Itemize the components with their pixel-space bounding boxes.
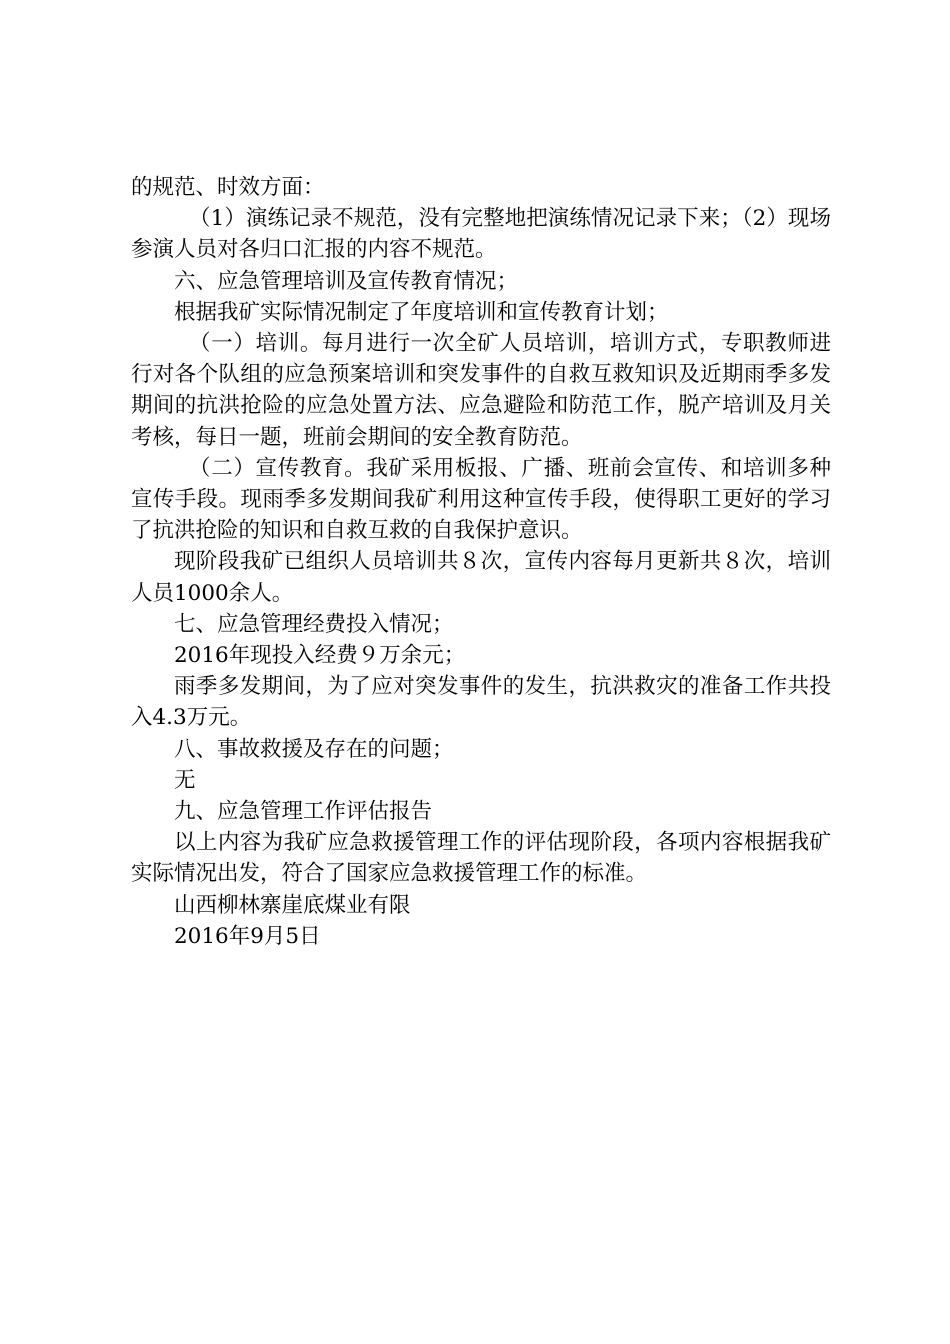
paragraph-assessment: 以上内容为我矿应急救援管理工作的评估现阶段，各项内容根据我矿实际情况出发，符合了国家应急救援管理工作的标准。 bbox=[131, 830, 831, 887]
section-heading-funding: 七、应急管理经费投入情况； bbox=[174, 611, 454, 637]
paragraph-publicity-detail: （二）宣传教育。我矿采用板报、广播、班前会宣传、和培训多种宣传手段。现雨季多发期间我矿利用这种宣传手段，使得职工更好的学习了抗洪抢险的知识和自救互救的自我保护意识。 bbox=[131, 455, 831, 544]
paragraph-flood-funding: 雨季多发期间，为了应对突发事件的发生，抗洪救灾的准备工作共投入4.3万元。 bbox=[131, 674, 831, 731]
signature-company: 山西柳林寨崖底煤业有限 bbox=[174, 892, 411, 918]
paragraph-drill-record-issues: （1）演练记录不规范，没有完整地把演练情况记录下来；（2）现场参演人员对各归口汇报的内容不规范。 bbox=[131, 206, 831, 263]
section-heading-assessment: 九、应急管理工作评估报告 bbox=[174, 799, 433, 825]
paragraph-training-plan: 根据我矿实际情况制定了年度培训和宣传教育计划； bbox=[174, 299, 669, 325]
section-heading-rescue: 八、事故救援及存在的问题； bbox=[174, 736, 454, 762]
section-heading-training: 六、应急管理培训及宣传教育情况； bbox=[174, 268, 519, 294]
paragraph-funding-2016: 2016年现投入经费９万余元； bbox=[174, 643, 466, 669]
paragraph-continuation: 的规范、时效方面： bbox=[131, 175, 325, 200]
paragraph-training-stats: 现阶段我矿已组织人员培训共８次，宣传内容每月更新共８次，培训人员1000余人。 bbox=[131, 549, 831, 606]
paragraph-rescue-none: 无 bbox=[174, 767, 196, 793]
paragraph-training-detail: （一）培训。每月进行一次全矿人员培训，培训方式，专职教师进行对各个队组的应急预案培训和突发事件的自救互救知识及近期雨季多发期间的抗洪抢险的应急处置方法、应急避险和防范工作，脱产培训及月关考核，每日一题，班前会期间的安全教育防范。 bbox=[131, 331, 831, 450]
document-body bbox=[131, 172, 831, 952]
signature-date: 2016年9月5日 bbox=[174, 923, 321, 949]
